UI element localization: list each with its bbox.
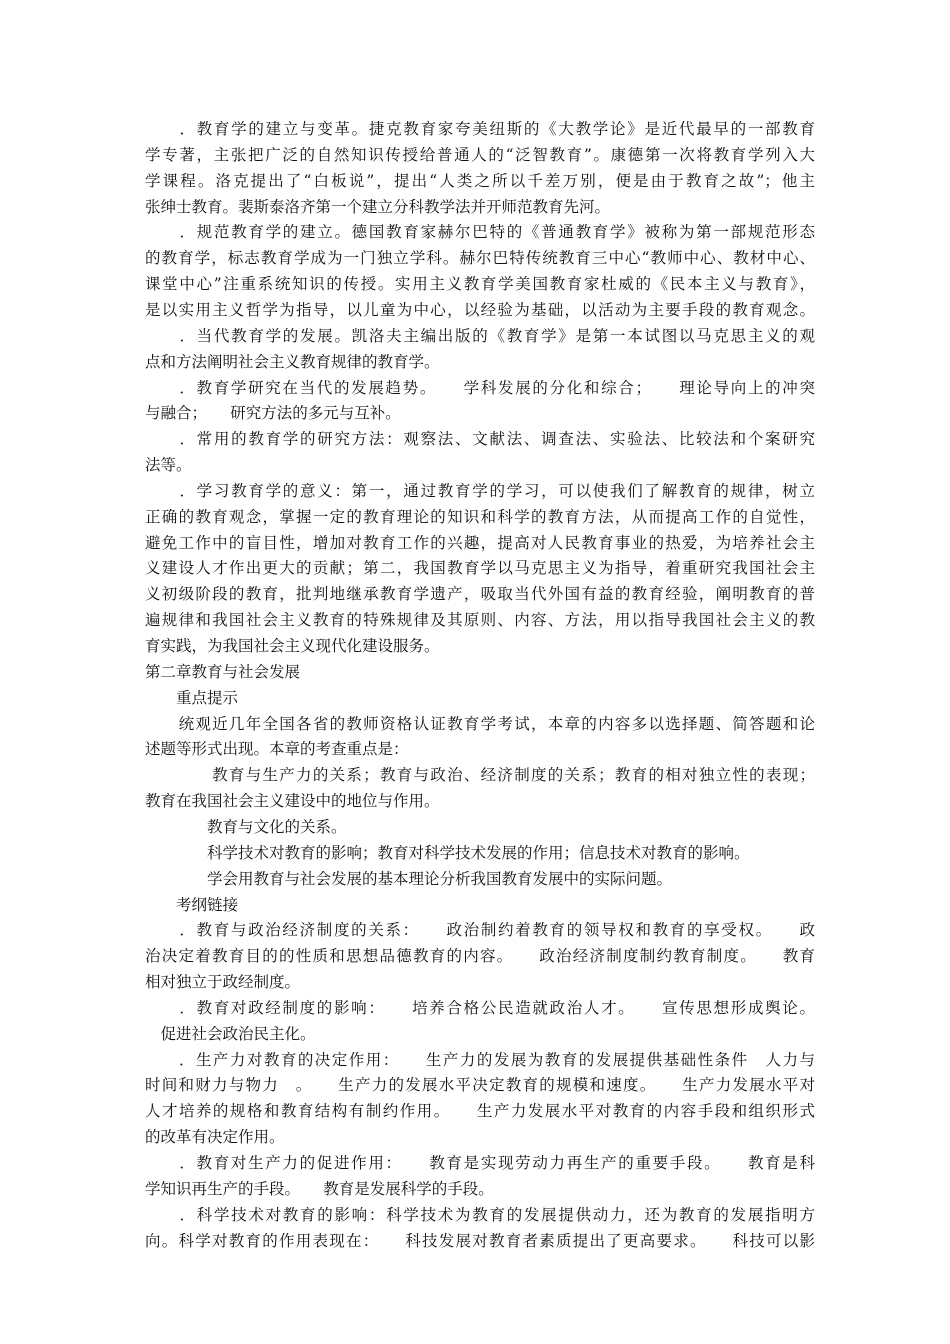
- text-line: ．教育与政治经济制度的关系： 政治制约着教育的领导权和教育的享受权。 政: [145, 921, 815, 939]
- text-line: 述题等形式出现。本章的考查重点是：: [145, 740, 409, 758]
- text-line: 与融合； 研究方法的多元与互补。: [145, 404, 401, 422]
- text-line: 向。科学对教育的作用表现在： 科技发展对教育者素质提出了更高要求。 科技可以影: [145, 1232, 815, 1250]
- text-line: ．规范教育学的建立。德国教育家赫尔巴特的《普通教育学》被称为第一部规范形态: [145, 223, 815, 241]
- text-line: 人才培养的规格和教育结构有制约作用。 生产力发展水平对教育的内容手段和组织形式: [145, 1102, 815, 1120]
- text-line: 治决定着教育目的的性质和思想品德教育的内容。 政治经济制度制约教育制度。 教育: [145, 947, 815, 965]
- text-line: 义建设人才作出更大的贡献；第二，我国教育学以马克思主义为指导，着重研究我国社会主: [145, 559, 815, 577]
- text-line: 考纲链接: [145, 896, 239, 914]
- text-line: ．教育学研究在当代的发展趋势。 学科发展的分化和综合； 理论导向上的冲突: [145, 379, 815, 397]
- text-line: ．常用的教育学的研究方法：观察法、文献法、调查法、实验法、比较法和个案研究: [145, 430, 815, 448]
- text-line: ．教育学的建立与变革。捷克教育家夸美纽斯的《大教学论》是近代最早的一部教育: [145, 120, 815, 138]
- text-line: ．科学技术对教育的影响：科学技术为教育的发展提供动力，还为教育的发展指明方: [145, 1206, 815, 1224]
- text-line: 教育与文化的关系。: [145, 818, 347, 836]
- text-line: 教育与生产力的关系；教育与政治、经济制度的关系；教育的相对独立性的表现；: [145, 766, 815, 784]
- text-line: 点和方法阐明社会主义教育规律的教育学。: [145, 353, 440, 371]
- text-line: 遍规律和我国社会主义教育的特殊规律及其原则、内容、方法，用以指导我国社会主义的教: [145, 611, 815, 629]
- text-line: ．教育对生产力的促进作用： 教育是实现劳动力再生产的重要手段。 教育是科: [145, 1154, 815, 1172]
- text-line: 义初级阶段的教育，批判地继承教育学遗产，吸取当代外国有益的教育经验，阐明教育的普: [145, 585, 815, 603]
- text-line: 避免工作中的盲目性，增加对教育工作的兴趣，提高对人民教育事业的热爱，为培养社会主: [145, 534, 815, 552]
- text-line: 学专著，主张把广泛的自然知识传授给普通人的“泛智教育”。康德第一次将教育学列入大: [145, 146, 815, 164]
- text-line: 正确的教育观念，掌握一定的教育理论的知识和科学的教育方法，从而提高工作的自觉性，: [145, 508, 815, 526]
- text-line: 学课程。洛克提出了“白板说”，提出“人类之所以千差万别，便是由于教育之故”；他主: [145, 172, 815, 190]
- text-line: 第二章教育与社会发展: [145, 663, 301, 681]
- text-line: ．当代教育学的发展。凯洛夫主编出版的《教育学》是第一本试图以马克思主义的观: [145, 327, 815, 345]
- text-line: 法等。: [145, 456, 192, 474]
- text-line: 学知识再生产的手段。 教育是发展科学的手段。: [145, 1180, 494, 1198]
- text-line: 教育在我国社会主义建设中的地位与作用。: [145, 792, 440, 810]
- text-line: 是以实用主义哲学为指导，以儿童为中心，以经验为基础，以活动为主要手段的教育观念。: [145, 301, 815, 319]
- text-line: 课堂中心”注重系统知识的传授。实用主义教育学美国教育家杜威的《民本主义与教育》，: [145, 275, 815, 293]
- text-line: 的教育学，标志教育学成为一门独立学科。赫尔巴特传统教育三中心“教师中心、教材中心、: [145, 249, 815, 267]
- text-line: 促进社会政治民主化。: [145, 1025, 316, 1043]
- text-line: 科学技术对教育的影响；教育对科学技术发展的作用；信息技术对教育的影响。: [145, 844, 750, 862]
- text-line: 学会用教育与社会发展的基本理论分析我国教育发展中的实际问题。: [145, 870, 673, 888]
- text-line: ．生产力对教育的决定作用： 生产力的发展为教育的发展提供基础性条件 人力与: [145, 1051, 815, 1069]
- text-line: 时间和财力与物力 。 生产力的发展水平决定教育的规模和速度。 生产力发展水平对: [145, 1076, 815, 1094]
- text-line: 重点提示: [145, 689, 239, 707]
- text-line: 统观近几年全国各省的教师资格认证教育学考试，本章的内容多以选择题、简答题和论: [145, 715, 815, 733]
- text-line: 相对独立于政经制度。: [145, 973, 301, 991]
- text-line: 张绅士教育。裴斯泰洛齐第一个建立分科教学法并开师范教育先河。: [145, 198, 611, 216]
- text-line: 育实践，为我国社会主义现代化建设服务。: [145, 637, 440, 655]
- text-line: 的改革有决定作用。: [145, 1128, 285, 1146]
- text-line: ．学习教育学的意义：第一，通过教育学的学习，可以使我们了解教育的规律，树立: [145, 482, 815, 500]
- text-line: ．教育对政经制度的影响： 培养合格公民造就政治人才。 宣传思想形成舆论。: [145, 999, 815, 1017]
